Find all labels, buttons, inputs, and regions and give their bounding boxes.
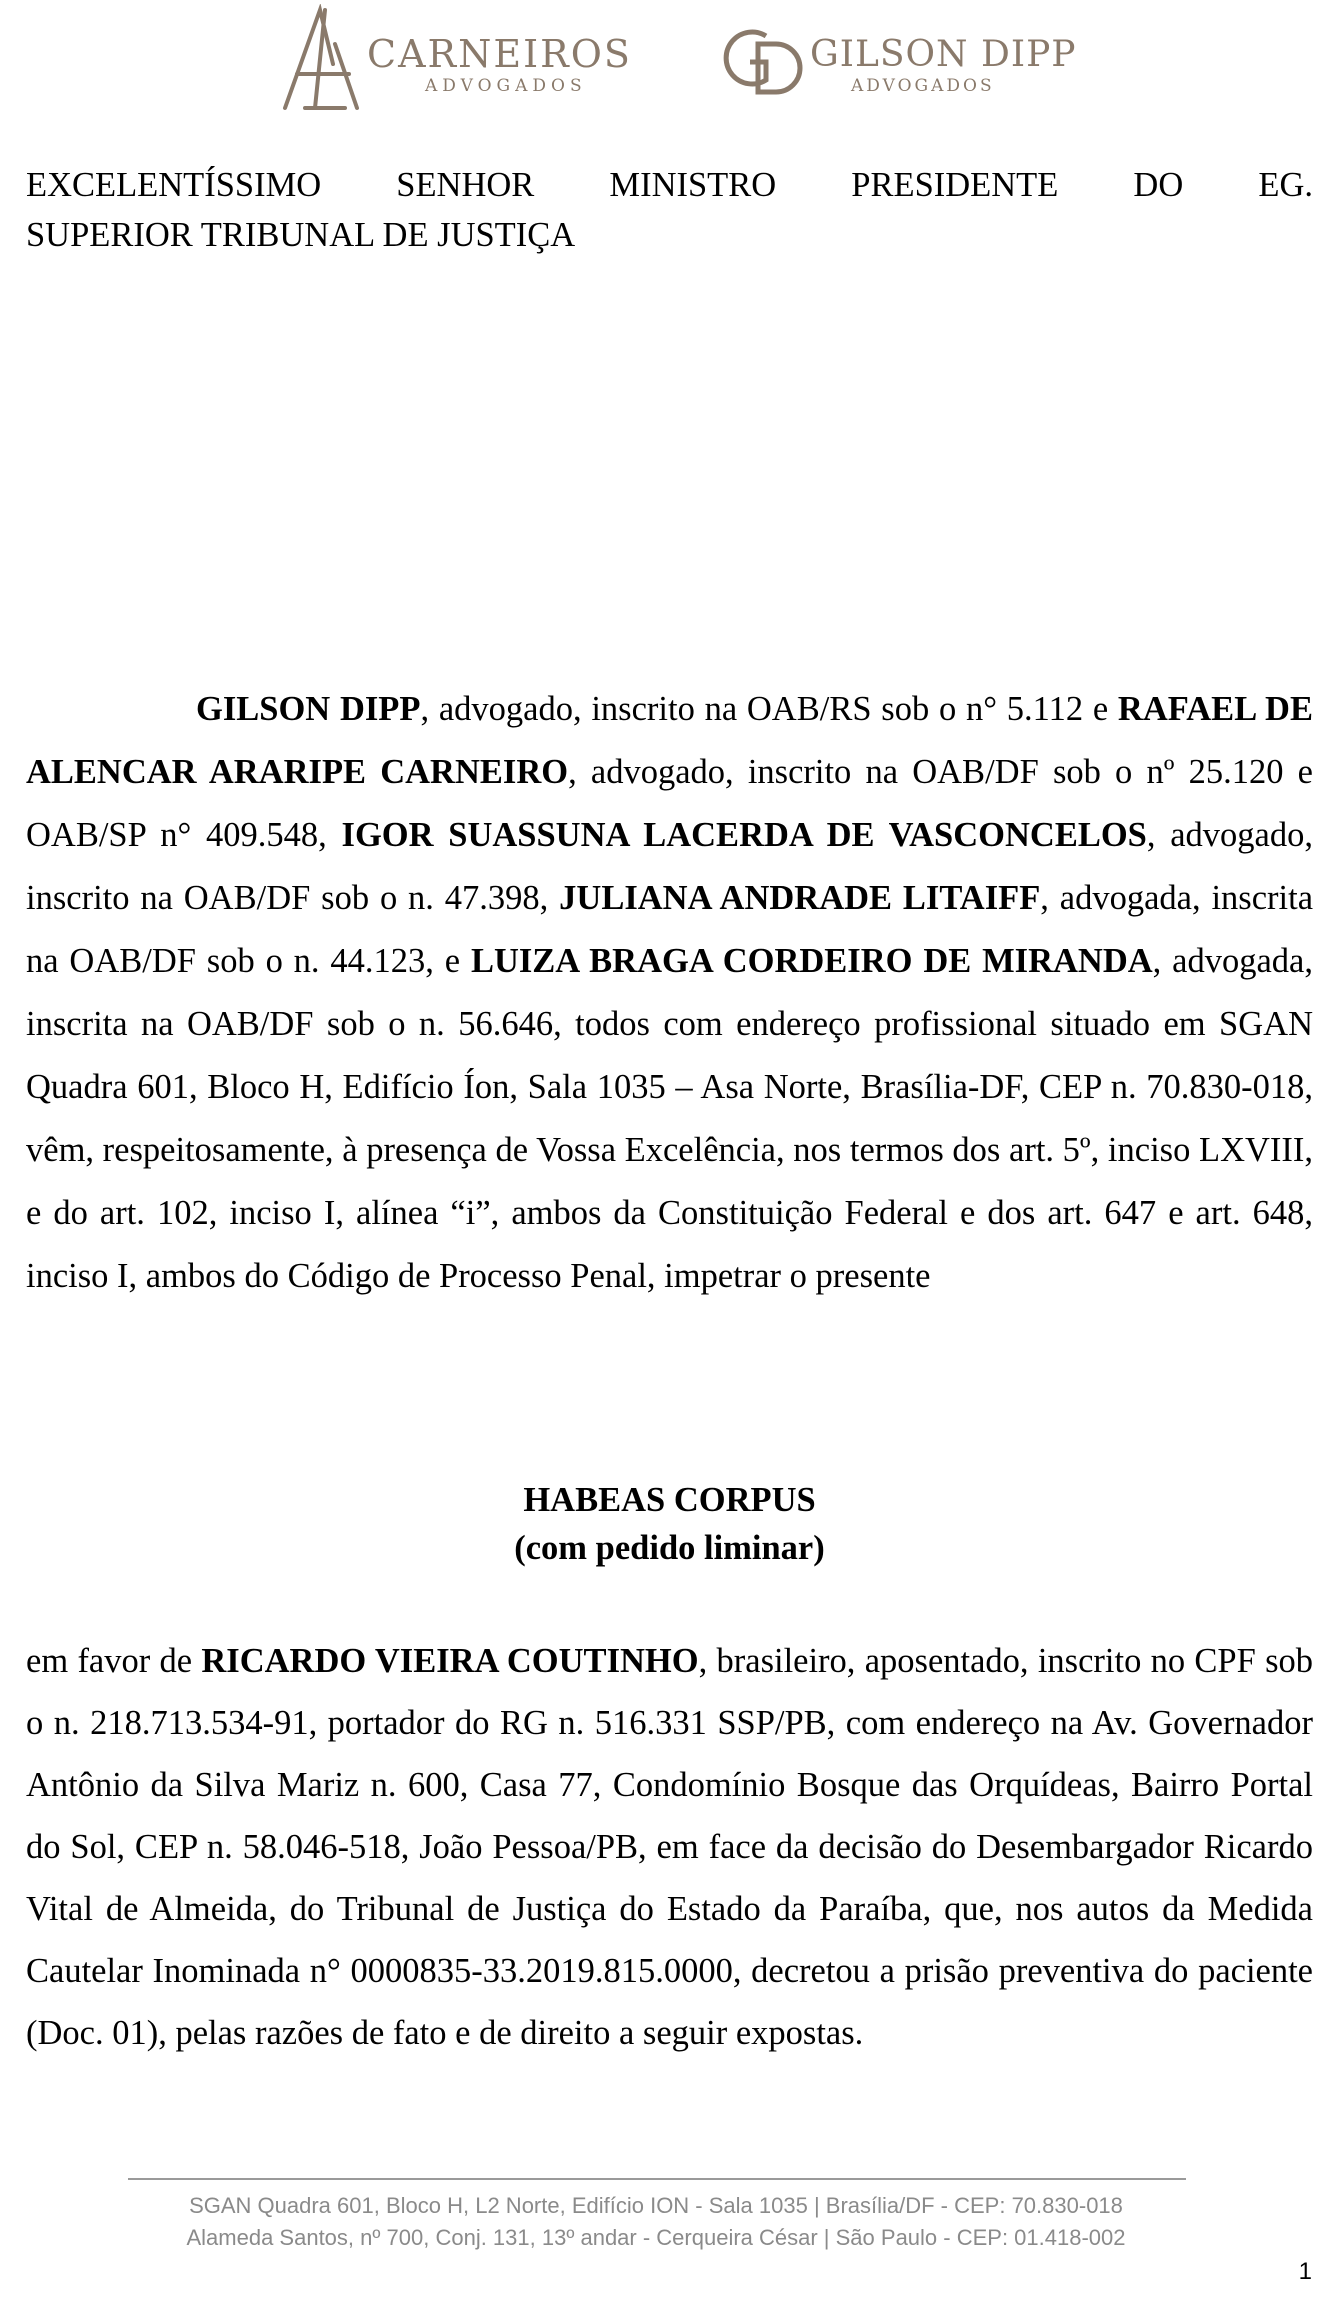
gd-monogram-icon (714, 22, 804, 98)
addressee-line-2: SUPERIOR TRIBUNAL DE JUSTIÇA (26, 216, 576, 254)
petitioner-name: IGOR SUASSUNA LACERDA DE VASCONCELOS (341, 816, 1147, 854)
document-heading (26, 1476, 1313, 1572)
petitioner-details: , advogado, inscrito na OAB/RS sob o n° 5.112 e (420, 690, 1118, 728)
beneficiary-name: RICARDO VIEIRA COUTINHO (201, 1642, 699, 1680)
petitioner-details: , advogada, inscrita na OAB/DF sob o n. 44.123, e (26, 879, 1314, 980)
petitioner-details: , advogada, inscrita na OAB/DF sob o n. 56.646, todos com endereço profissional situado em SGAN Quadra 601, Bloco H, Edifício Íon, Sala 1035 – Asa Norte, Brasília-DF, CEP n. 70.830-018, vêm, respeitosamente, à presença de Vossa Excelência, nos termos dos art. 5º, inciso LXVIII, e do art. 102, inciso I, alínea “i”, ambos da Constituição Federal e dos art. 647 e art. 648, inciso I, ambos do Código de Processo Penal, impetrar o presente (26, 942, 1313, 1295)
footer-address-brasilia: SGAN Quadra 601, Bloco H, L2 Norte, Edifício ION - Sala 1035 | Brasília/DF - CEP: 70.830-018 (189, 2193, 1123, 2218)
petitioner-name: LUIZA BRAGA CORDEIRO DE MIRANDA (470, 942, 1153, 980)
gilson-dipp-logo (714, 22, 1084, 102)
heading-subtitle: (com pedido liminar) (514, 1529, 825, 1567)
petitioner-details: , advogado, inscrito na OAB/DF sob o nº 25.120 e OAB/SP n° 409.548, (26, 753, 1313, 854)
petitioner-details: , advogado, inscrito na OAB/DF sob o n. 47.398, (26, 816, 1313, 917)
addressee-line-1: EXCELENTÍSSIMO SENHOR MINISTRO PRESIDENTE DO EG. (26, 166, 1313, 204)
carneiros-logo-sub: ADVOGADOS (425, 76, 587, 96)
gilson-dipp-logo-name: GILSON DIPP (810, 34, 1077, 75)
gilson-dipp-logo-sub: ADVOGADOS (851, 76, 995, 96)
footer-address-sao-paulo: Alameda Santos, nº 700, Conj. 131, 13º andar - Cerqueira César | São Paulo - CEP: 01.418-002 (186, 2225, 1126, 2250)
beneficiary-details: , brasileiro, aposentado, inscrito no CPF sob o n. 218.713.534-91, portador do RG n. 516.331 SSP/PB, com endereço na Av. Governador Antônio da Silva Mariz n. 600, Casa 77, Condomínio Bosque das Orquídeas, Bairro Portal do Sol, CEP n. 58.046-518, João Pessoa/PB, em face da decisão do Desembargador Ricardo Vital de Almeida, do Tribunal de Justiça do Estado da Paraíba, que, nos autos da Medida Cautelar Inominada n° 0000835-33.2019.815.0000, decretou a prisão preventiva do paciente (Doc. 01), pelas razões de fato e de direito a seguir expostas. (26, 1642, 1314, 2052)
addressee (26, 160, 1313, 260)
footer-divider (128, 2178, 1186, 2180)
page-number: 1 (1298, 2258, 1312, 2285)
carneiros-logo-name: CARNEIROS (367, 32, 632, 76)
petitioner-name: RAFAEL DE ALENCAR ARARIPE CARNEIRO (26, 690, 1313, 791)
petitioner-name: JULIANA ANDRADE LITAIFF (559, 879, 1041, 917)
heading-title: HABEAS CORPUS (523, 1481, 816, 1519)
carneiros-emblem-icon (275, 4, 365, 114)
petitioner-name: GILSON DIPP (196, 690, 421, 728)
petitioners-paragraph (26, 678, 1313, 1308)
beneficiary-prefix: em favor de (26, 1642, 202, 1680)
beneficiary-paragraph (26, 1630, 1313, 2064)
carneiros-logo (275, 4, 645, 114)
